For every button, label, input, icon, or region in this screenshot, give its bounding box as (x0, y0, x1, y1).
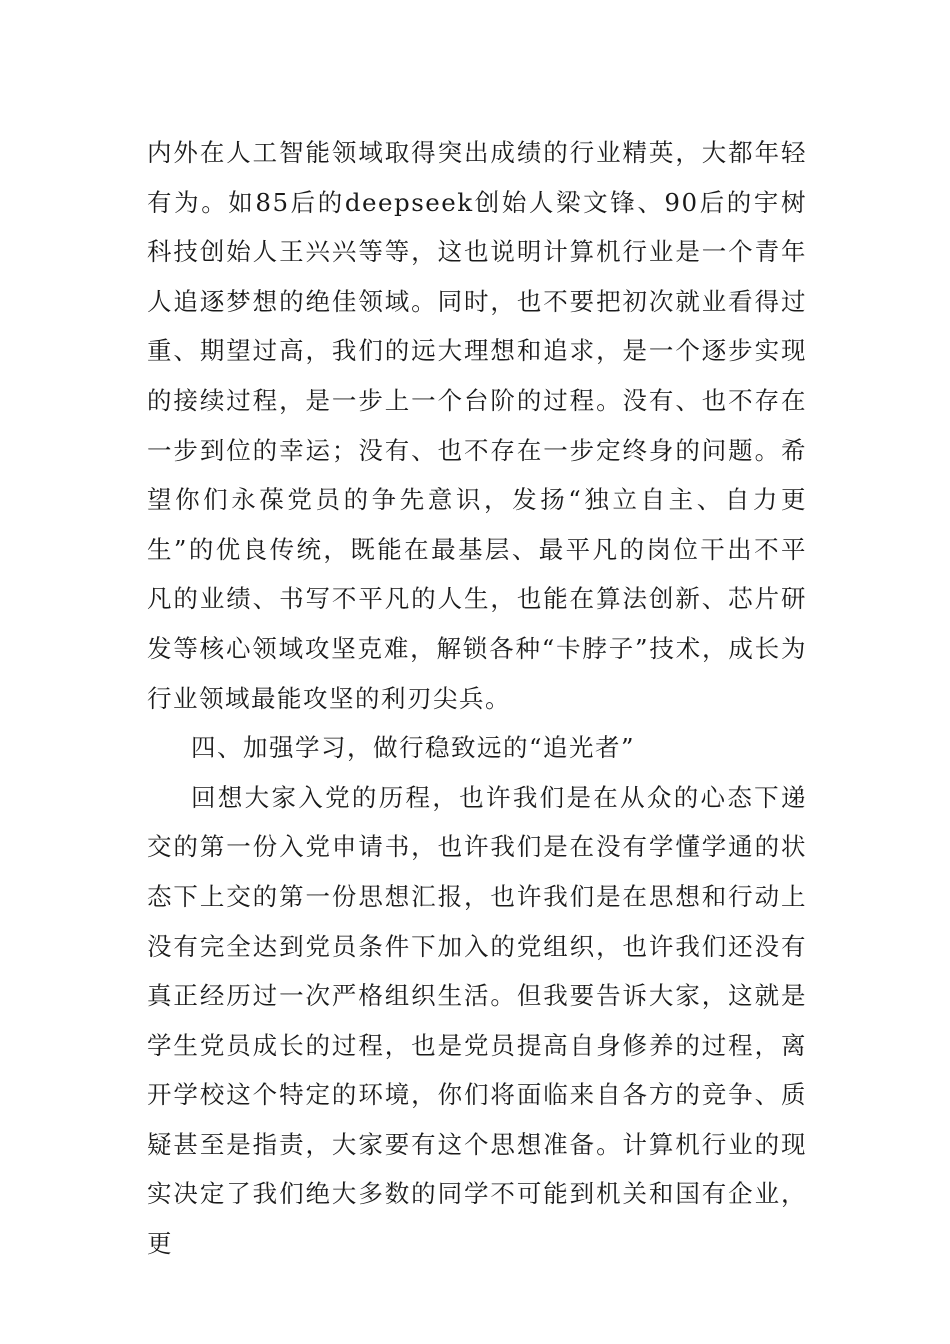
section-heading: 四、加强学习，做行稳致远的“追光者” (191, 733, 636, 763)
body-paragraph: 回想大家入党的历程，也许我们是在从众的心态下递交的第一份入党申请书，也许我们是在没有学懂学通的状态下上交的第一份思想汇报，也许我们是在思想和行动上没有完全达到党员条件下加入的党组织，也许我们还没有真正经历过一次严格组织生活。但我要告诉大家，这就是学生党员成长的过程，也是党员提高自身修养的过程，离开学校这个特定的环境，你们将面临来自各方的竞争、质疑甚至是指责，大家要有这个思想准备。计算机行业的现实决定了我们绝大多数的同学不可能到机关和国有企业，更 (147, 782, 807, 1259)
body-paragraph: 内外在人工智能领域取得突出成绩的行业精英，大都年轻有为。如85后的deepseek创始人梁文锋、90后的宇树科技创始人王兴兴等等，这也说明计算机行业是一个青年人追逐梦想的绝佳领域。同时，也不要把初次就业看得过重、期望过高，我们的远大理想和追求，是一个逐步实现的接续过程，是一步上一个台阶的过程。没有、也不存在一步到位的幸运；没有、也不存在一步定终身的问题。希望你们永葆党员的争先意识，发扬“独立自主、自力更生”的优良传统，既能在最基层、最平凡的岗位干出不平凡的业绩、书写不平凡的人生，也能在算法创新、芯片研发等核心领域攻坚克难，解锁各种“卡脖子”技术，成长为行业领域最能攻坚的利刃尖兵。 (147, 138, 807, 713)
document-body (147, 128, 807, 1269)
